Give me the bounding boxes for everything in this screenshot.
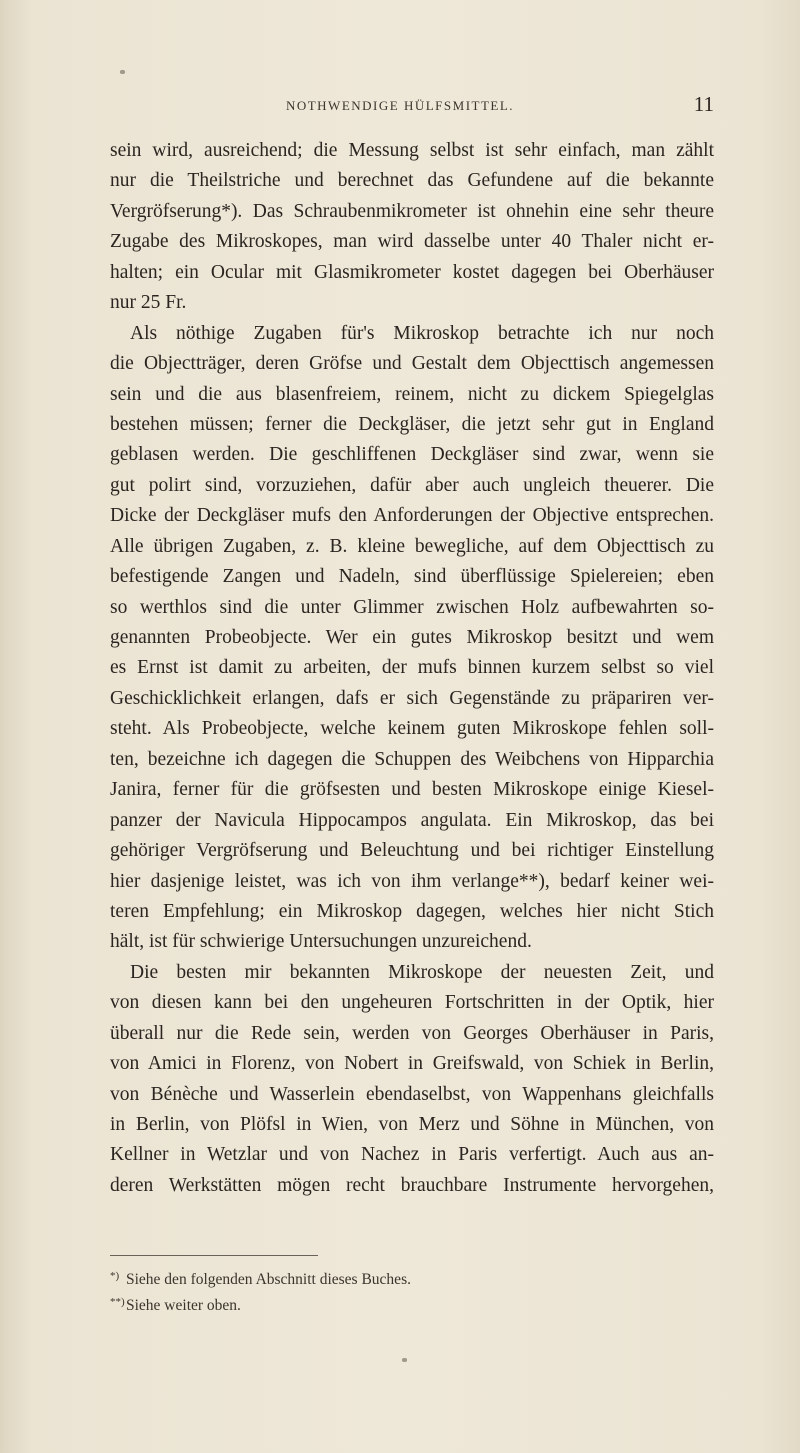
text-line: nur die Theilstriche und berechnet das Gefundene auf die bekannte bbox=[110, 170, 714, 192]
text-line: ten, bezeichne ich dagegen die Schuppen des Weibchens von Hipparchia bbox=[110, 748, 714, 770]
text-line: panzer der Navicula Hippocampos angulata. Ein Mikroskop, das bei bbox=[110, 809, 714, 831]
text-line: Zugabe des Mikroskopes, man wird dasselbe unter 40 Thaler nicht er- bbox=[110, 231, 714, 253]
text-line: Alle übrigen Zugaben, z. B. kleine bewegliche, auf dem Objecttisch zu bbox=[110, 535, 714, 557]
text-line: nur 25 Fr. bbox=[110, 292, 187, 314]
footnote bbox=[110, 1289, 714, 1315]
text-line: deren Werkstätten mögen recht brauchbare Instrumente hervorgehen, bbox=[110, 1174, 714, 1196]
text-line: Kellner in Wetzlar und von Nachez in Paris verfertigt. Auch aus an- bbox=[110, 1144, 714, 1166]
footnote-text: Siehe den folgenden Abschnitt dieses Buches. bbox=[126, 1271, 411, 1288]
text-line: Als nöthige Zugaben für's Mikroskop betrachte ich nur noch bbox=[130, 322, 714, 344]
body-text bbox=[110, 136, 714, 1201]
text-line: überall nur die Rede sein, werden von Georges Oberhäuser in Paris, bbox=[110, 1022, 714, 1044]
page-header bbox=[0, 92, 800, 122]
text-line: die Objectträger, deren Gröfse und Gestalt dem Objecttisch angemessen bbox=[110, 353, 714, 375]
text-line: von Amici in Florenz, von Nobert in Greifswald, von Schiek in Berlin, bbox=[110, 1053, 714, 1075]
footnotes bbox=[110, 1263, 714, 1315]
text-line: teren Empfehlung; ein Mikroskop dagegen, welches hier nicht Stich bbox=[110, 900, 714, 922]
text-line: gehöriger Vergröfserung und Beleuchtung und bei richtiger Einstellung bbox=[110, 840, 714, 862]
text-line: sein wird, ausreichend; die Messung selbst ist sehr einfach, man zählt bbox=[110, 140, 714, 161]
footnote-text: Siehe weiter oben. bbox=[126, 1297, 241, 1314]
text-line: bestehen müssen; ferner die Deckgläser, die jetzt sehr gut in England bbox=[110, 413, 714, 435]
text-line: geblasen werden. Die geschliffenen Deckgläser sind zwar, wenn sie bbox=[110, 444, 714, 466]
paper-spot bbox=[120, 70, 125, 74]
text-line: Geschicklichkeit erlangen, dafs er sich Gegenstände zu präpariren ver- bbox=[110, 687, 714, 709]
text-line: genannten Probeobjecte. Wer ein gutes Mikroskop besitzt und wem bbox=[110, 627, 714, 648]
text-line: Dicke der Deckgläser mufs den Anforderungen der Objective entsprechen. bbox=[110, 505, 714, 527]
footnote bbox=[110, 1263, 714, 1289]
text-line: von diesen kann bei den ungeheuren Fortschritten in der Optik, hier bbox=[110, 992, 714, 1014]
text-line: steht. Als Probeobjecte, welche keinem guten Mikroskope fehlen soll- bbox=[110, 718, 714, 740]
footnote-divider bbox=[110, 1255, 318, 1256]
text-line: so werthlos sind die unter Glimmer zwischen Holz aufbewahrten so- bbox=[110, 596, 714, 618]
page-number: 11 bbox=[693, 92, 714, 116]
text-line: sein und die aus blasenfreiem, reinem, nicht zu dickem Spiegelglas bbox=[110, 383, 714, 405]
text-line: hält, ist für schwierige Untersuchungen unzureichend. bbox=[110, 931, 532, 953]
text-line: gut polirt sind, vorzuziehen, dafür aber auch ungleich theuerer. Die bbox=[110, 474, 714, 496]
text-line: Die besten mir bekannten Mikroskope der neuesten Zeit, und bbox=[130, 961, 714, 983]
text-line: hier dasjenige leistet, was ich von ihm verlange**), bedarf keiner wei- bbox=[110, 870, 714, 892]
footnote-mark: *) bbox=[110, 1270, 120, 1282]
text-line: Vergröfserung*). Das Schraubenmikrometer ist ohnehin eine sehr theure bbox=[110, 200, 714, 222]
text-line: es Ernst ist damit zu arbeiten, der mufs binnen kurzem selbst so viel bbox=[110, 657, 714, 679]
footnote-mark: **) bbox=[110, 1296, 125, 1308]
text-line: Janira, ferner für die gröfsesten und besten Mikroskope einige Kiesel- bbox=[110, 779, 714, 801]
text-line: in Berlin, von Plöfsl in Wien, von Merz und Söhne in München, von bbox=[110, 1114, 714, 1135]
paper-spot bbox=[402, 1358, 407, 1362]
running-head: NOTHWENDIGE HÜLFSMITTEL. bbox=[285, 98, 515, 113]
text-line: befestigende Zangen und Nadeln, sind überflüssige Spielereien; eben bbox=[110, 566, 714, 588]
text-line: von Bénèche und Wasserlein ebendaselbst, von Wappenhans gleichfalls bbox=[110, 1083, 714, 1105]
text-line: halten; ein Ocular mit Glasmikrometer kostet dagegen bei Oberhäuser bbox=[110, 261, 714, 283]
